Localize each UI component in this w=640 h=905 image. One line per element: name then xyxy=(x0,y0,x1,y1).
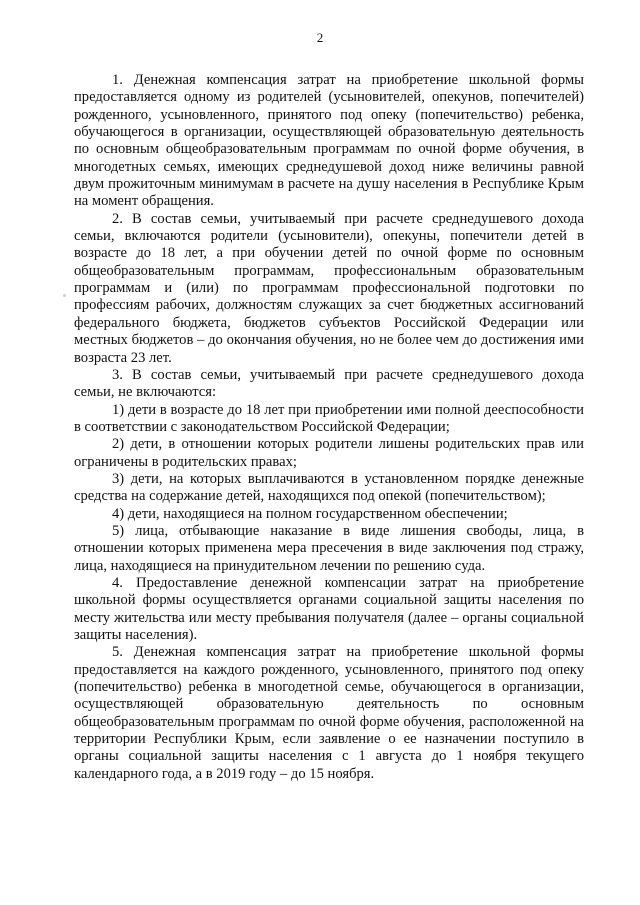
document-body xyxy=(74,72,584,783)
page-number: 2 xyxy=(316,30,324,45)
paragraph-2: 2. В состав семьи, учитываемый при расчете среднедушевого дохода семьи, включаются родители (усыновители), опекуны, попечители детей в возрасте до 18 лет, а при обучении детей по очной форме по основным общеобразовательным программам, профессиональным образовательным программам и (или) по программам профессиональной подготовки по профессиям рабочих, должностям служащих за счет бюджетных ассигнований федерального бюджета, бюджетов субъектов Российской Федерации или местных бюджетов – до окончания обучения, но не более чем до достижения ими возраста 23 лет. xyxy=(74,210,584,366)
list-item-2: 2) дети, в отношении которых родители лишены родительских прав или ограничены в родительских правах; xyxy=(74,436,584,470)
paragraph-5: 5. Денежная компенсация затрат на приобретение школьной формы предоставляется на каждого рожденного, усыновленного, принятого под опеку (попечительство) ребенка в многодетной семье, обучающегося в организации, осуществляющей образовательную деятельность по основным общеобразовательным программам по очной форме обучения, расположенной на территории Республики Крым, если заявление о ее назначении поступило в органы социальной защиты населения с 1 августа до 1 ноября текущего календарного года, а в 2019 году – до 15 ноября. xyxy=(74,644,584,782)
paragraph-1: 1. Денежная компенсация затрат на приобретение школьной формы предоставляется одному из родителей (усыновителей, опекунов, попечителей) рожденного, усыновленного, принятого под опеку (попечительство) ребенка, обучающегося в организации, осуществляющей образовательную деятельность по основным общеобразовательным программам по очной форме обучения, в многодетных семьях, имеющих среднедушевой доход ниже величины равной двум прожиточным минимумам в расчете на душу населения в Республике Крым на момент обращения. xyxy=(74,72,584,210)
list-item-5: 5) лица, отбывающие наказание в виде лишения свободы, лица, в отношении которых применена мера пресечения в виде заключения под стражу, лица, находящиеся на принудительном лечении по решению суда. xyxy=(74,522,584,574)
paragraph-4: 4. Предоставление денежной компенсации затрат на приобретение школьной формы осуществляется органами социальной защиты населения по месту жительства или месту пребывания получателя (далее – органы социальной защиты населения). xyxy=(74,574,584,643)
scan-artifact xyxy=(63,294,66,297)
list-item-4: 4) дети, находящиеся на полном государственном обеспечении; xyxy=(112,505,508,522)
list-item-1: 1) дети в возрасте до 18 лет при приобретении ими полной дееспособности в соответствии с законодательством Российской Федерации; xyxy=(74,401,584,435)
list-item-3: 3) дети, на которых выплачиваются в установленном порядке денежные средства на содержание детей, находящихся под опекой (попечительством); xyxy=(74,470,584,505)
paragraph-3: 3. В состав семьи, учитываемый при расчете среднедушевого дохода семьи, не включаются: xyxy=(74,366,584,401)
